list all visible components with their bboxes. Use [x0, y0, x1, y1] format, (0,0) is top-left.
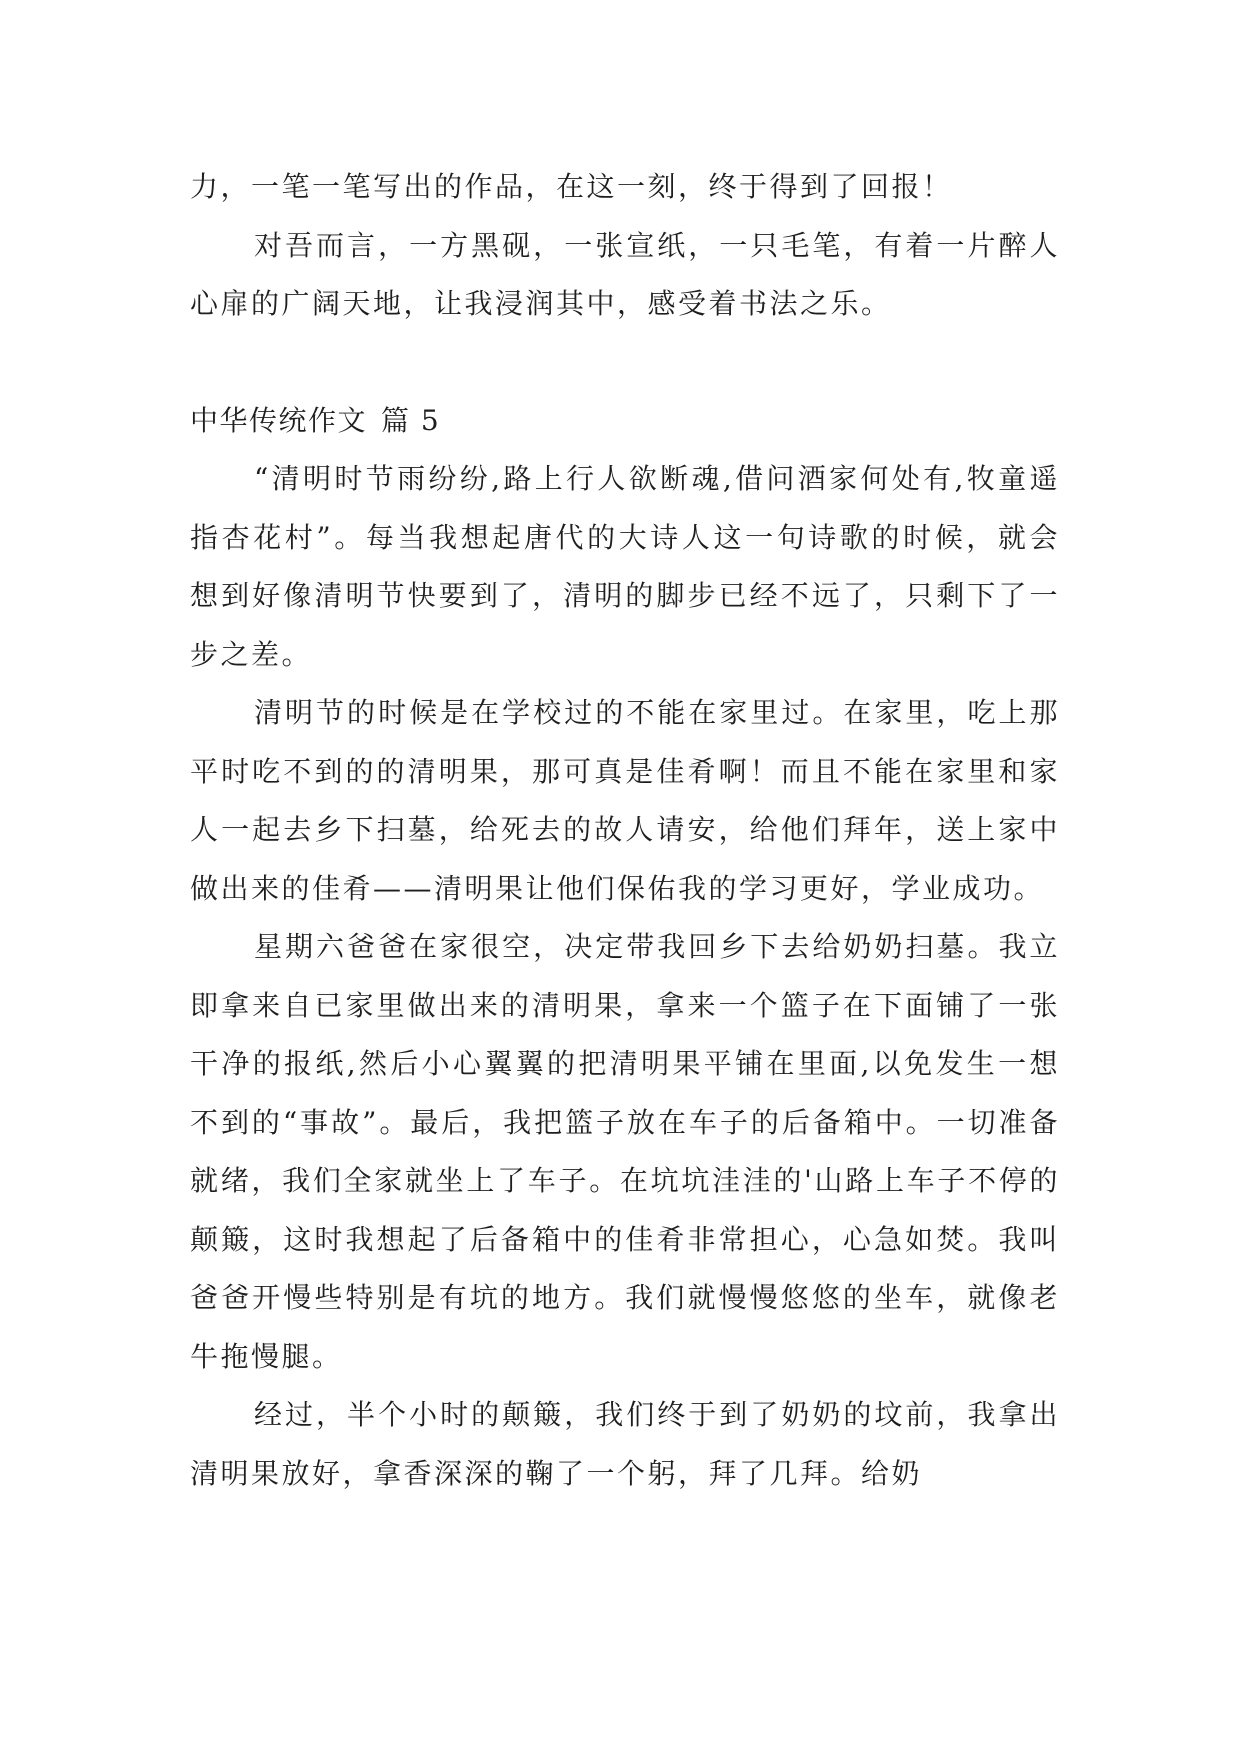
paragraph-grave-visit: 经过，半个小时的颠簸，我们终于到了奶奶的坟前，我拿出清明果放好，拿香深深的鞠了一个躬，拜了几拜。给奶 [190, 1398, 1060, 1490]
paragraph-calligraphy-conclusion: 对吾而言，一方黑砚，一张宣纸，一只毛笔，有着一片醉人心扉的广阔天地，让我浸润其中，感受着书法之乐。 [190, 228, 1060, 320]
paragraph-saturday-trip: 星期六爸爸在家很空，决定带我回乡下去给奶奶扫墓。我立即拿来自已家里做出来的清明果，拿来一个篮子在下面铺了一张干净的报纸,然后小心翼翼的把清明果平铺在里面,以免发生一想不到的“事故”。最后，我把篮子放在车子的后备箱中。一切准备就绪，我们全家就坐上了车子。在坑坑洼洼的'山路上车子不停的颠簸，这时我想起了后备箱中的佳肴非常担心，心急如焚。我叫爸爸开慢些特别是有坑的地方。我们就慢慢悠悠的坐车，就像老牛拖慢腿。 [190, 930, 1060, 1373]
paragraph-continuation: 力，一笔一笔写出的作品，在这一刻，终于得到了回报！ [190, 170, 953, 203]
section-title: 中华传统作文 [190, 403, 368, 437]
paragraph-poem-intro: “清明时节雨纷纷,路上行人欲断魂,借问酒家何处有,牧童遥指杏花村”。每当我想起唐代的大诗人这一句诗歌的时候，就会想到好像清明节快要到了，清明的脚步已经不远了，只剩下了一步之差。 [190, 462, 1060, 671]
section-number: 篇 5 [381, 403, 441, 437]
paragraph-school-festival: 清明节的时候是在学校过的不能在家里过。在家里，吃上那平时吃不到的的清明果，那可真是佳肴啊！而且不能在家里和家人一起去乡下扫墓，给死去的故人请安，给他们拜年，送上家中做出来的佳肴——清明果让他们保佑我的学习更好，学业成功。 [190, 696, 1060, 905]
section-heading [190, 392, 1060, 451]
document-page [190, 158, 1060, 1503]
